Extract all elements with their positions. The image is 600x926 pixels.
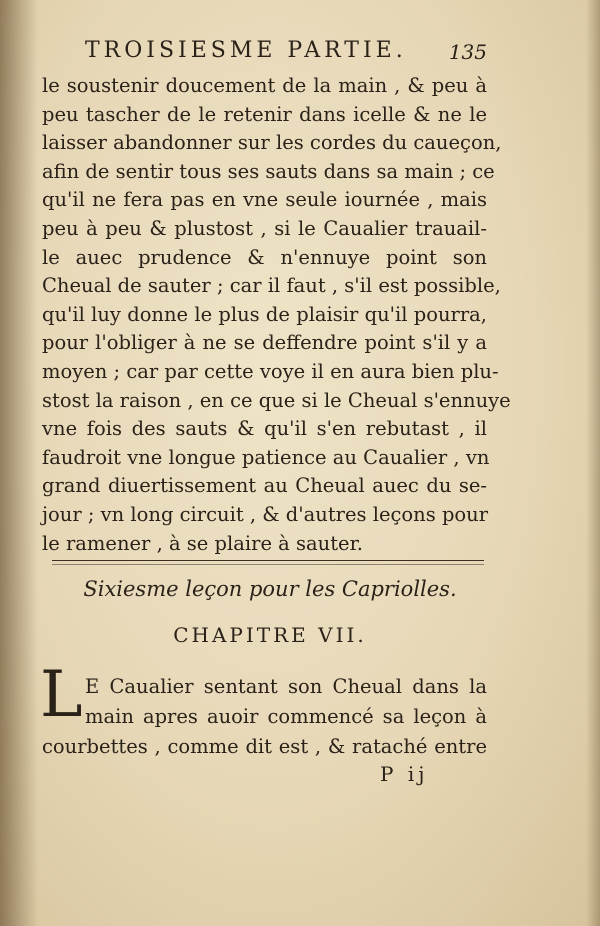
text-line: Cheual de sauter ; car il faut , s'il est possible, [42,274,501,298]
gutter-shadow [0,0,38,926]
text-line: pour l'obliger à ne se deffendre point s'il y a [42,331,487,355]
text-line: qu'il luy donne le plus de plaisir qu'il pourra, [42,302,487,326]
text-line: faudroit vne longue patience au Caualier , vn [42,445,490,469]
drop-cap: L [40,658,83,732]
section-rule [52,560,484,561]
text-line: stost la raison , en ce que si le Cheual s'ennuye [42,388,511,412]
text-line: peu tascher de le retenir dans icelle & ne le [42,102,487,126]
section-rule-secondary [52,564,484,565]
text-line: qu'il ne fera pas en vne seule iournée , mais [42,188,487,212]
page-number: 135 [448,40,487,64]
text-line: E Caualier sentant son Cheual dans la [85,675,487,698]
chapter-paragraph [42,672,487,762]
text-line: vne fois des sauts & qu'il s'en rebutast , il [42,417,487,441]
section-title: Sixiesme leçon pour les Capriolles. [83,577,457,601]
text-line: le auec prudence & n'ennuye point son [42,245,487,269]
page-edge [586,0,600,926]
text-line: courbettes , comme dit est , & rataché entre [42,735,487,758]
text-line: jour ; vn long circuit , & d'autres leçons pour [42,502,489,526]
text-line: moyen ; car par cette voye il en aura bien plu- [42,359,499,383]
running-head: TROISIESME PARTIE. [85,38,407,63]
text-line: main apres auoir commencé sa leçon à [85,705,487,728]
chapter-heading: CHAPITRE VII. [173,623,367,647]
signature-mark: P ij [380,762,429,786]
text-line: afin de sentir tous ses sauts dans sa main ; ce [42,159,495,183]
text-line: grand diuertissement au Cheual auec du se- [42,474,487,498]
text-line: le soustenir doucement de la main , & peu à [42,74,487,97]
text-line: laisser abandonner sur les cordes du caueçon, [42,131,502,155]
body-paragraph [42,72,511,558]
page-header [85,38,485,68]
text-line: le ramener , à se plaire à sauter. [42,531,363,555]
text-line: peu à peu & plustost , si le Caualier trauail- [42,216,487,240]
